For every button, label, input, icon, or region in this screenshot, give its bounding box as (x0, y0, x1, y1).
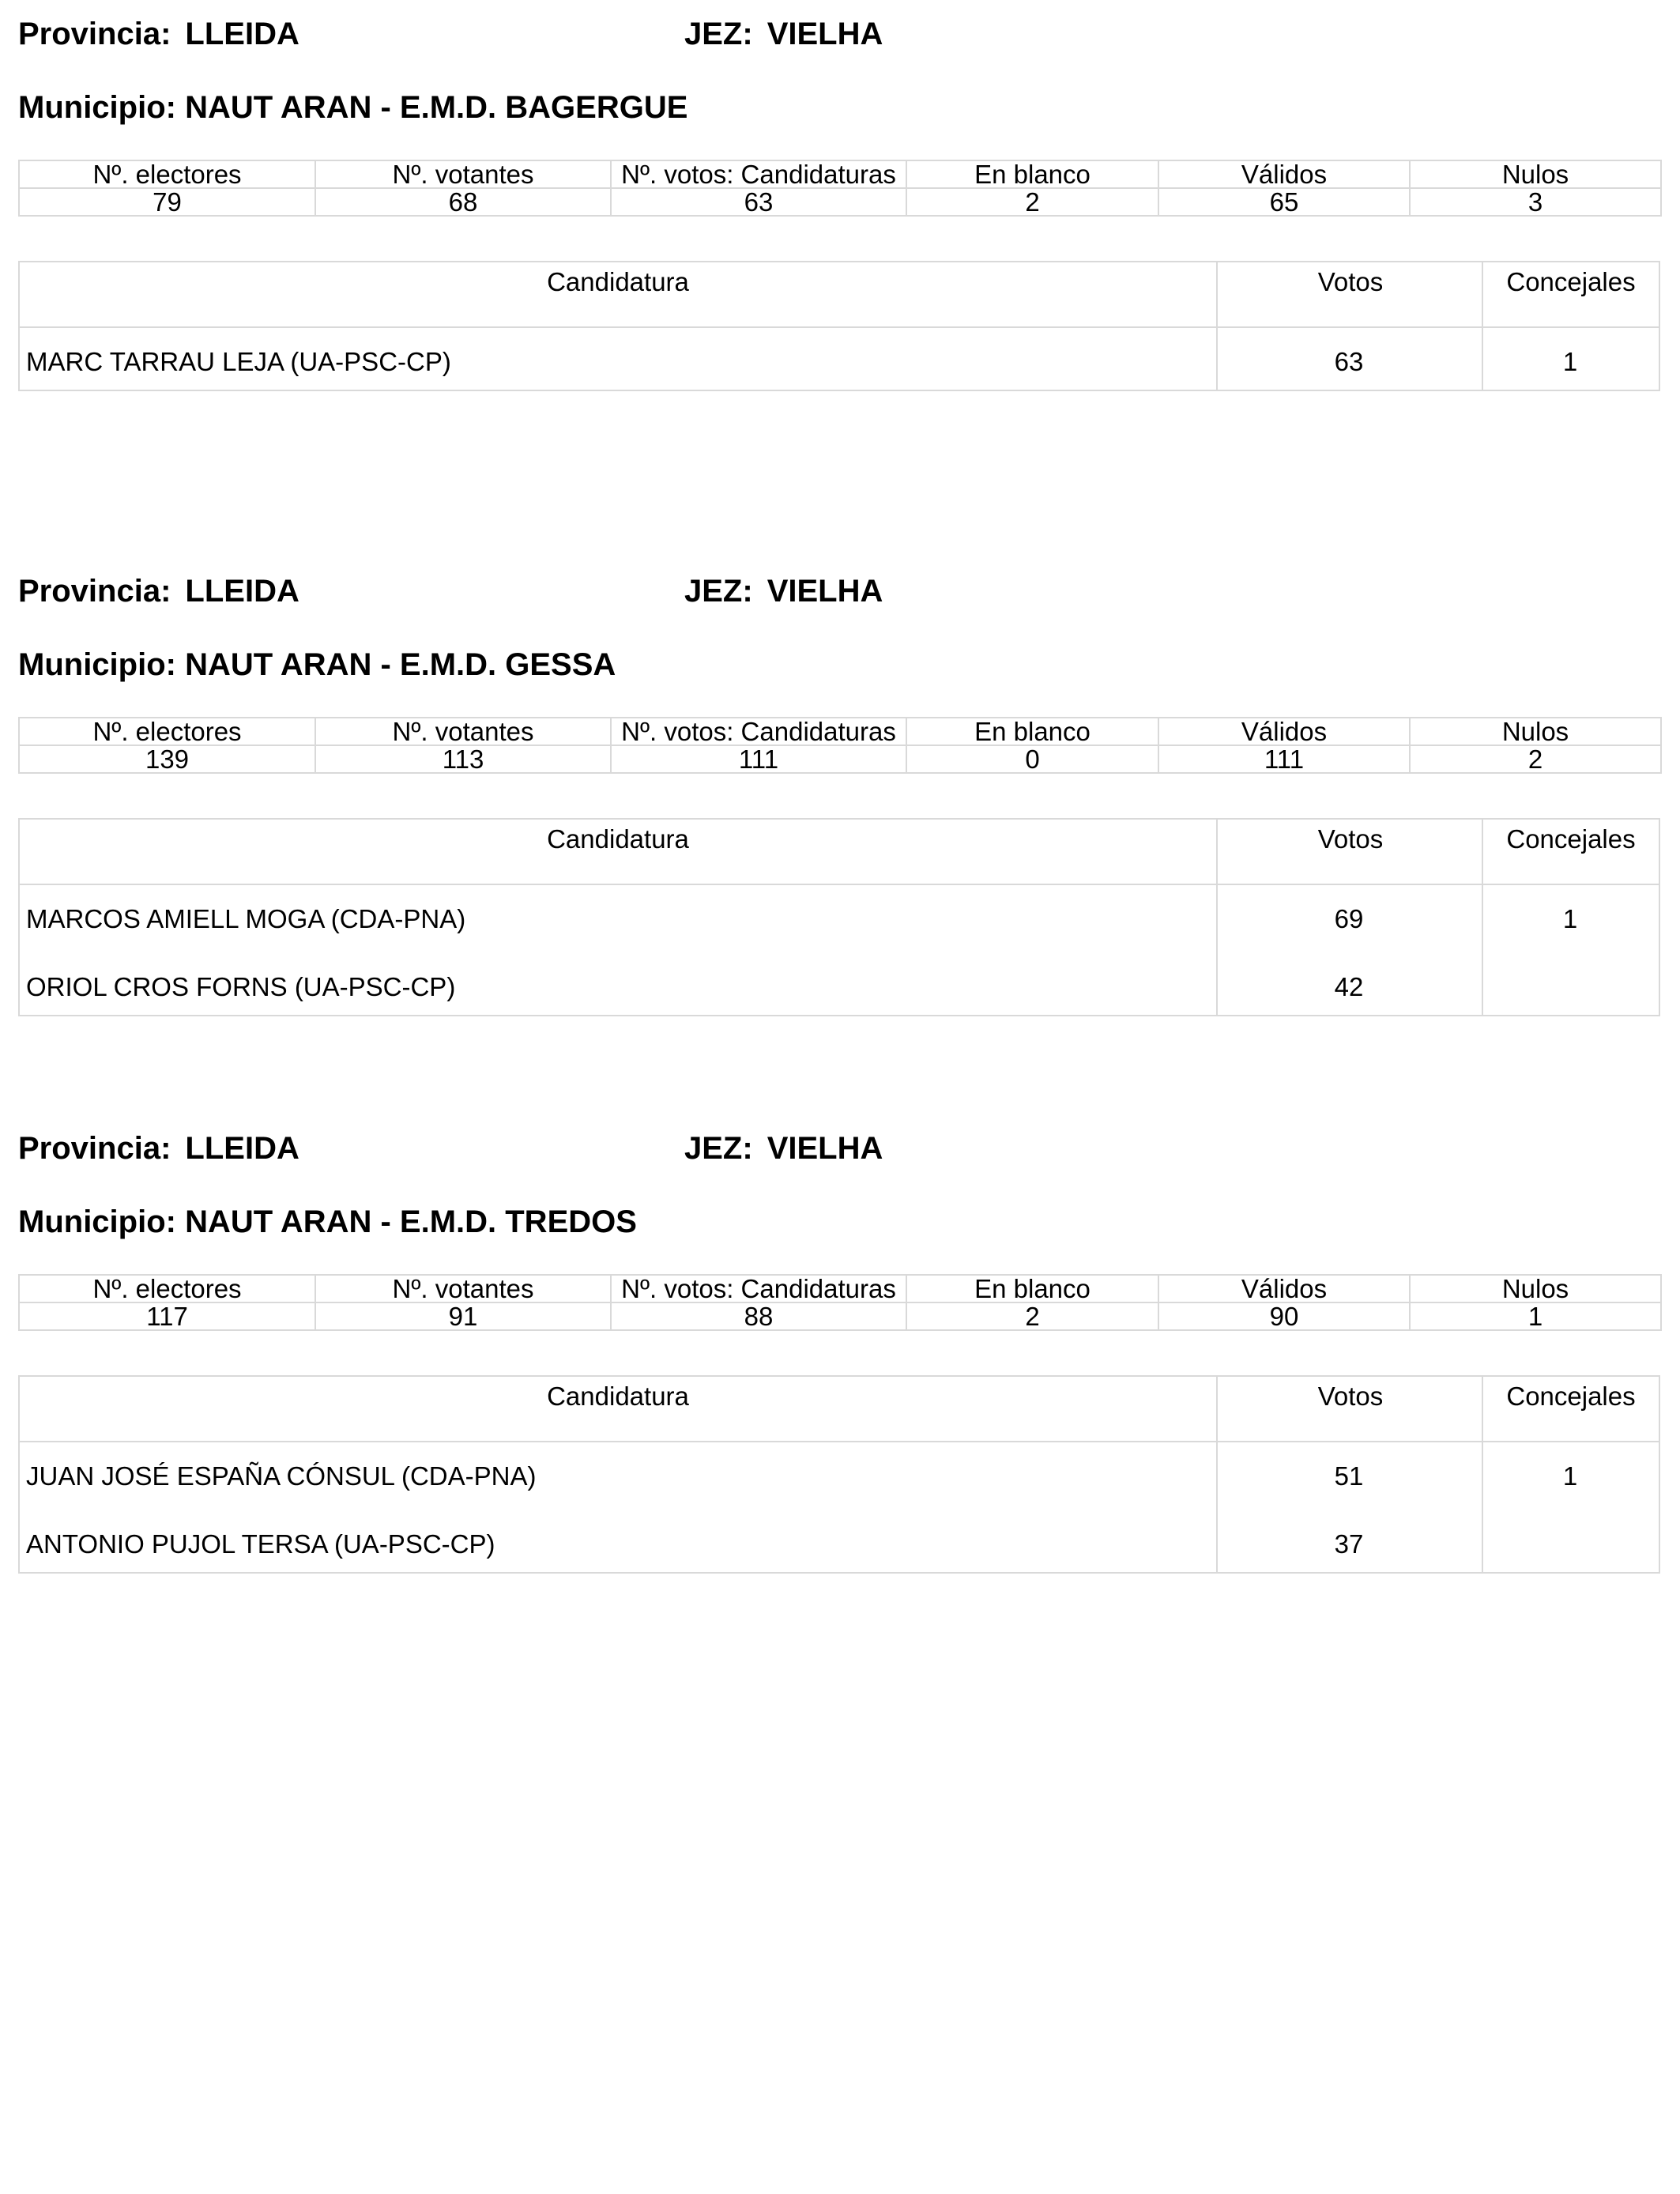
municipio-label: Municipio: (18, 90, 176, 125)
stats-value-row (19, 188, 1661, 216)
candidate-row (20, 885, 1659, 953)
candidate-name: ANTONIO PUJOL TERSA (UA-PSC-CP) (26, 1529, 495, 1559)
en-blanco-value: 0 (906, 745, 1158, 773)
votantes-header: Nº. votantes (315, 1275, 611, 1302)
votantes-value: 68 (315, 188, 611, 216)
stats-value-row (19, 745, 1661, 773)
provincia-value: LLEIDA (185, 17, 299, 51)
stats-header-row (19, 718, 1661, 745)
candidatura-header: Candidatura (547, 267, 689, 296)
candidatura-header: Candidatura (547, 824, 689, 854)
nulos-value: 2 (1410, 745, 1661, 773)
votos-candidaturas-header: Nº. votos: Candidaturas (611, 160, 906, 188)
validos-value: 90 (1158, 1302, 1410, 1330)
votantes-header: Nº. votantes (315, 160, 611, 188)
candidate-name: MARC TARRAU LEJA (UA-PSC-CP) (26, 347, 451, 376)
provincia-value: LLEIDA (185, 1131, 299, 1166)
electores-value: 117 (19, 1302, 315, 1330)
result-section-gessa (0, 557, 1680, 1000)
stats-header-row (19, 160, 1661, 188)
validos-value: 65 (1158, 188, 1410, 216)
concejales-header: Concejales (1482, 262, 1659, 326)
candidate-concejales: 1 (1562, 347, 1578, 376)
votantes-value: 91 (315, 1302, 611, 1330)
municipio-value: NAUT ARAN - E.M.D. GESSA (185, 647, 616, 682)
jez-label: JEZ: (684, 17, 753, 51)
result-section-bagergue (0, 0, 1680, 443)
jez-line (684, 15, 883, 53)
en-blanco-header: En blanco (906, 160, 1158, 188)
votantes-header: Nº. votantes (315, 718, 611, 745)
validos-header: Válidos (1158, 160, 1410, 188)
municipio-value: NAUT ARAN - E.M.D. BAGERGUE (185, 90, 688, 125)
candidate-votos: 37 (1334, 1529, 1364, 1559)
stats-table (18, 160, 1662, 217)
stats-header-row (19, 1275, 1661, 1302)
candidate-name: MARCOS AMIELL MOGA (CDA-PNA) (26, 904, 466, 933)
candidate-concejales: 1 (1562, 904, 1578, 933)
validos-header: Válidos (1158, 1275, 1410, 1302)
candidate-row (20, 1510, 1659, 1572)
provincia-line (18, 15, 299, 53)
provincia-label: Provincia: (18, 574, 171, 609)
candidaturas-header-row (20, 820, 1659, 885)
municipio-line (18, 89, 687, 126)
en-blanco-value: 2 (906, 188, 1158, 216)
candidaturas-body (20, 328, 1659, 390)
candidate-row (20, 1442, 1659, 1510)
candidate-name: ORIOL CROS FORNS (UA-PSC-CP) (26, 972, 456, 1001)
municipio-label: Municipio: (18, 1204, 176, 1239)
electores-value: 139 (19, 745, 315, 773)
jez-line (684, 1129, 883, 1167)
provincia-label: Provincia: (18, 17, 171, 51)
votos-candidaturas-header: Nº. votos: Candidaturas (611, 1275, 906, 1302)
candidate-votos: 42 (1334, 972, 1364, 1001)
en-blanco-value: 2 (906, 1302, 1158, 1330)
electores-header: Nº. electores (19, 160, 315, 188)
nulos-value: 3 (1410, 188, 1661, 216)
electores-header: Nº. electores (19, 718, 315, 745)
nulos-header: Nulos (1410, 1275, 1661, 1302)
municipio-line (18, 1203, 637, 1241)
jez-value: VIELHA (767, 1131, 883, 1166)
candidatura-header: Candidatura (547, 1382, 689, 1411)
candidaturas-table (18, 1375, 1660, 1574)
candidaturas-header-row (20, 1377, 1659, 1442)
nulos-header: Nulos (1410, 160, 1661, 188)
candidate-concejales: 1 (1562, 1461, 1578, 1491)
jez-label: JEZ: (684, 574, 753, 609)
municipio-line (18, 646, 616, 684)
candidate-votos: 51 (1334, 1461, 1364, 1491)
nulos-header: Nulos (1410, 718, 1661, 745)
votos-header: Votos (1216, 262, 1483, 326)
stats-table (18, 1274, 1662, 1331)
provincia-label: Provincia: (18, 1131, 171, 1166)
votantes-value: 113 (315, 745, 611, 773)
candidaturas-body (20, 885, 1659, 1015)
candidate-row (20, 953, 1659, 1015)
municipio-value: NAUT ARAN - E.M.D. TREDOS (185, 1204, 637, 1239)
nulos-value: 1 (1410, 1302, 1661, 1330)
electores-value: 79 (19, 188, 315, 216)
candidaturas-table (18, 261, 1660, 391)
concejales-header: Concejales (1482, 1377, 1659, 1441)
provincia-line (18, 572, 299, 610)
votos-header: Votos (1216, 820, 1483, 884)
provincia-line (18, 1129, 299, 1167)
votos-candidaturas-value: 88 (611, 1302, 906, 1330)
votos-candidaturas-value: 63 (611, 188, 906, 216)
jez-label: JEZ: (684, 1131, 753, 1166)
votos-candidaturas-value: 111 (611, 745, 906, 773)
validos-header: Válidos (1158, 718, 1410, 745)
validos-value: 111 (1158, 745, 1410, 773)
jez-line (684, 572, 883, 610)
municipio-label: Municipio: (18, 647, 176, 682)
candidate-name: JUAN JOSÉ ESPAÑA CÓNSUL (CDA-PNA) (26, 1461, 537, 1491)
stats-value-row (19, 1302, 1661, 1330)
votos-header: Votos (1216, 1377, 1483, 1441)
stats-table (18, 717, 1662, 774)
concejales-header: Concejales (1482, 820, 1659, 884)
jez-value: VIELHA (767, 17, 883, 51)
candidate-row (20, 328, 1659, 390)
candidate-votos: 69 (1334, 904, 1364, 933)
en-blanco-header: En blanco (906, 1275, 1158, 1302)
candidaturas-body (20, 1442, 1659, 1572)
votos-candidaturas-header: Nº. votos: Candidaturas (611, 718, 906, 745)
en-blanco-header: En blanco (906, 718, 1158, 745)
candidaturas-header-row (20, 262, 1659, 328)
candidate-votos: 63 (1334, 347, 1364, 376)
jez-value: VIELHA (767, 574, 883, 609)
electores-header: Nº. electores (19, 1275, 315, 1302)
candidaturas-table (18, 818, 1660, 1016)
provincia-value: LLEIDA (185, 574, 299, 609)
result-section-tredos (0, 1114, 1680, 1557)
